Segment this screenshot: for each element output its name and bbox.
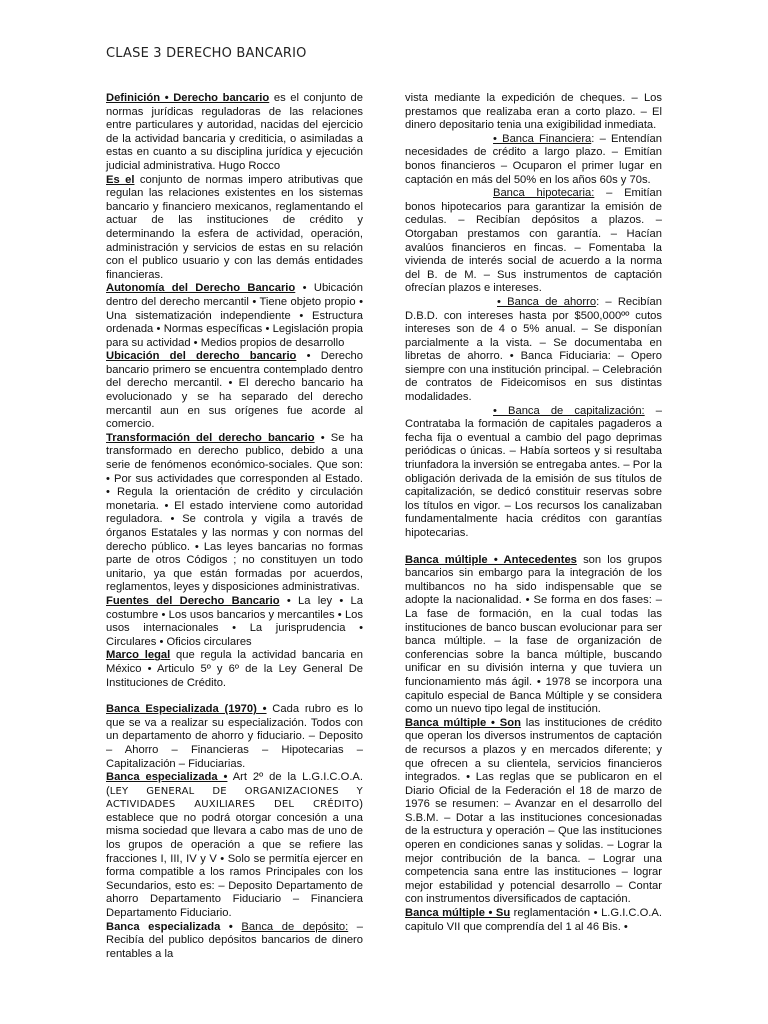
paragraph-banca-multiple-antecedentes: [405, 554, 662, 717]
heading-transformacion: Transformación del derecho bancario: [106, 431, 315, 444]
text-es-el: conjunto de normas impero atributivas que regulan las relaciones existentes en los sistemas bancario y financiero mexicanos, reglamentando el actuar de las instituciones de crédito y determinando la esfera de actividad, operación, administración y servicios de estas en su relación con el publico usuario y con las demás entidades financieras.: [106, 173, 364, 281]
text-art-2: Art 2º de la L.G.I.C.O.A. (: [106, 771, 363, 797]
text-art-2-cont: ) establece que no podrá otorgar concesión a una misma sociedad que llevara a cabo mas de uno de los grupos de operación a que se refiere las fracciones I, III, IV y V • Solo se permitía ejercer en forma compatible a los ramos Principales con los Secundarios, esto es: – Deposito Departamento de ahorro Departamento Fiduciario – Financiera Departamento Fiduciario.: [106, 798, 363, 920]
text-banca-especializada-1970: Cada rubro es lo que se va a realizar su especialización. Todos con un departamento de ahorro y fiduciario. – Deposito – Ahorro – Financieras – Hipotecarias – Capitalización – Fiduciarias.: [106, 703, 363, 770]
paragraph-ubicacion: [106, 350, 363, 432]
paragraph-autonomia: [106, 282, 363, 350]
paragraph-banca-ahorro: [405, 296, 662, 405]
text-marco-legal: que regula la actividad bancaria en México • Articulo 5º y 6º de la Ley General De Instituciones de Crédito.: [106, 649, 363, 689]
heading-marco-legal: Marco legal: [106, 649, 171, 662]
heading-fuentes: Fuentes del Derecho Bancario: [106, 594, 280, 607]
bullet-deposito: •: [220, 920, 242, 933]
heading-definicion: Definición • Derecho bancario: [106, 92, 270, 104]
label-banca-de-deposito: Banca de depósito:: [241, 920, 349, 933]
text-ubicacion: • Derecho bancario primero se encuentra contemplado dentro del derecho mercantil. • El derecho bancario ha evolucionado y se ha separado del derecho mercantil aun en sus orígenes fue acorde al comercio.: [106, 350, 363, 431]
heading-banca-especializada-art: Banca especializada •: [106, 771, 228, 784]
text-banca-hipotecaria: – Emitían bonos hipotecarios para garantizar la emisión de cedulas. – Recibían depósitos a plazos. – Otorgaban prestamos con garantía. – Hacían avalúos financieros en fincas. – Fomentaba la vivienda de interés social de acuerdo a la norma del B. de M. – Sus instrumentos de captación ofrecían plazos e intereses.: [405, 187, 662, 295]
paragraph-es-el: [106, 174, 363, 283]
heading-banca-especializada-1970: Banca Especializada (1970) •: [106, 703, 267, 716]
text-transformacion: • Se ha transformado en derecho publico, debido a una serie de fenómenos económico-sociales. Que son: • Por sus actividades que corresponden al Estado. • Regula la orientación de crédito y circulación monetaria. • El estado interviene como autoridad reguladora. • Se controla y vigila a través de órganos Estatales y las normas y con normas del derecho público. • Las leyes bancarias no formas parte de otros Códigos ; no constituyen un todo unitario, ya que están formadas por acuerdos, reglamentos, leyes y disposiciones administrativas.: [106, 431, 363, 594]
paragraph-banca-especializada-art: [106, 771, 363, 921]
paragraph-banca-capitalizacion: [405, 405, 662, 541]
label-banca-capitalizacion: • Banca de capitalización:: [493, 404, 645, 417]
heading-banca-multiple-son: Banca múltiple • Son: [405, 716, 521, 729]
heading-banca-multiple-antecedentes: Banca múltiple • Antecedentes: [405, 553, 577, 566]
text-banca-deposito: – Recibía del publico depósitos bancarios de dinero rentables a la: [106, 920, 363, 960]
paragraph-banca-financiera: [405, 133, 662, 187]
document-header: CLASE 3 DERECHO BANCARIO: [106, 46, 307, 61]
heading-ubicacion: Ubicación del derecho bancario: [106, 350, 297, 363]
label-banca-financiera: • Banca Financiera: [493, 132, 592, 145]
text-ley-general-caps: LEY GENERAL DE ORGANIZACIONES Y ACTIVIDADES AUXILIARES DEL CRÉDITO: [106, 785, 363, 811]
paragraph-banca-multiple-su: [405, 907, 662, 934]
text-banca-ahorro: : – Recibían D.B.D. con intereses hasta por $500,000ºº cutos intereses son de 4 o 5% anual. – Se disponían parcialmente a la vista. – Se documentaba en libretas de ahorro. • Banca Fiduciaria: – Opero siempre con una institución principal. – Celebración de contratos de Fideicomisos en sus distintas modalidades.: [405, 295, 662, 404]
heading-autonomia: Autonomía del Derecho Bancario: [106, 282, 296, 295]
paragraph-deposito-cont: vista mediante la expedición de cheques. – Los prestamos que realizaba eran a corto plazo. – El dinero depositario tenia una exigibilidad inmediata.: [405, 92, 662, 132]
paragraph-marco-legal: [106, 649, 363, 690]
label-banca-ahorro: • Banca de ahorro: [497, 295, 597, 308]
text-autonomia: • Ubicación dentro del derecho mercantil • Tiene objeto propio • Una sistematización independiente • Estructura ordenada • Normas específicas • Legislación propia para su actividad • Medios propios de desarrollo: [106, 282, 363, 349]
text-banca-multiple-antecedentes: son los grupos bancarios sin embargo para la integración de los multibancos no ha sido indispensable que se adopte la nacionalidad. • Se forma en dos fases: – La fase de formación, en la cual todas las instituciones de banco buscan evolucionar para ser banca múltiple. – la fase de organización de conferencias sobre la banca múltiple, buscando unificar en su división interna y que tuviera un funcionamiento más ágil. • 1978 se incorpora una capitulo especial de Banca Múltiple y se considera como un nuevo tipo legal de institución.: [405, 553, 662, 716]
heading-banca-especializada-deposito: Banca especializada: [106, 920, 221, 933]
text-banca-financiera: : – Entendían necesidades de crédito a largo plazo. – Emitían bonos financieros – Ocuparon el primer lugar en captación en más del 50% en los años 60s y 70s.: [405, 132, 662, 186]
paragraph-fuentes: [106, 595, 363, 649]
text-fuentes: • La ley • La costumbre • Los usos bancarios y mercantiles • Los usos internacionales • La jurisprudencia • Circulares • Oficios circulares: [106, 594, 363, 648]
text-definicion: es el conjunto de normas jurídicas reguladoras de las relaciones entre particulares y autoridad, nacidas del ejercicio de la actividad bancaria y crediticia, o asimiladas a estas en cuanto a su disciplina jurídica y ejecución judicial administrativa. Hugo Rocco: [106, 92, 363, 172]
paragraph-banca-especializada-1970: [106, 703, 363, 771]
paragraph-definicion: [106, 92, 363, 174]
paragraph-banca-deposito: [106, 921, 363, 962]
heading-es-el: Es el: [106, 173, 135, 186]
heading-banca-multiple-su: Banca múltiple • Su: [405, 907, 511, 920]
paragraph-transformacion: [106, 432, 363, 595]
paragraph-banca-hipotecaria: [405, 187, 662, 296]
right-column: [405, 92, 662, 934]
text-banca-multiple-su: reglamentación • L.G.I.C.O.A. capitulo VII que comprendía del 1 al 46 Bis. •: [405, 907, 662, 933]
text-banca-multiple-son: las instituciones de crédito que operan los diversos instrumentos de captación de recursos a plazos y en mercados diferente; y que ofrecen a su clientela, servicios financieros integrados. • Las reglas que se publicaron en el Diario Oficial de la Federación el 18 de marzo de 1976 se resumen: – Avanzar en el desarrollo del S.B.M. – Dotar a las instituciones concesionadas de la estructura y operación – Que las instituciones operen en condiciones sanas y solidas. – Lograr la mejor contribución de la banca. – Lograr una competencia sana entre las instituciones – lograr mejor estabilidad y potencial desarrollo – Contar con instrumentos diversificados de captación.: [405, 716, 663, 906]
paragraph-banca-multiple-son: [405, 717, 662, 907]
text-banca-capitalizacion: – Contrataba la formación de capitales pagaderos a fecha fija o eventual a cambio del pago deprimas periódicas o únicas. – Había sorteos y si resultaba triunfadora la inversión se entregaba antes. – Por la obligación derivada de la emisión de sus títulos de capitalización, se dedicó constituir reservas sobre los títulos en vigor. – Los recursos los canalizaban fundamentalmente hacia créditos con garantías hipotecarias.: [405, 404, 662, 539]
left-column: [106, 92, 363, 961]
label-banca-hipotecaria: Banca hipotecaria:: [493, 187, 595, 200]
